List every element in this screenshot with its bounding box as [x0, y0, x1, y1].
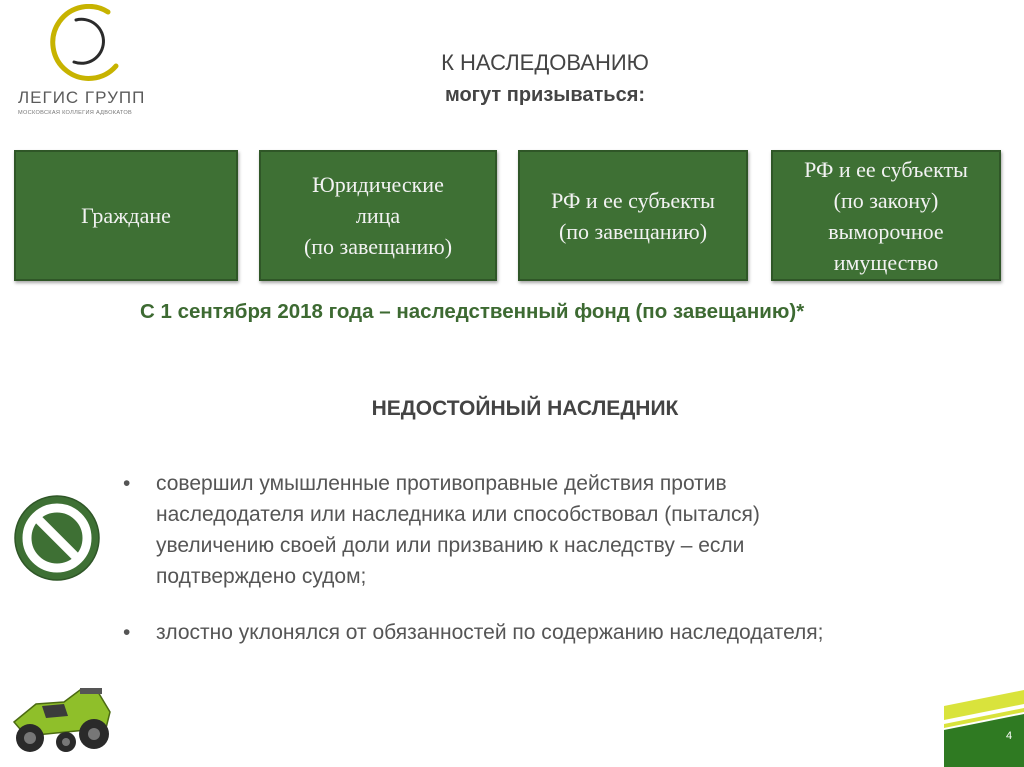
section-heading: НЕДОСТОЙНЫЙ НАСЛЕДНИК [371, 397, 679, 420]
slide-title [350, 46, 740, 112]
heir-box-citizens [14, 150, 238, 281]
inheritance-fund-note: С 1 сентября 2018 года – наследственный фонд (по завещанию)* [140, 300, 805, 323]
bullet-marker: • [123, 621, 131, 644]
heir-box-state-by-law [771, 150, 1001, 281]
slide-title-line1: К НАСЛЕДОВАНИЮ [441, 50, 649, 75]
heir-box-label: РФ и ее субъекты (по завещанию) [551, 187, 715, 244]
heir-box-state-by-will [518, 150, 748, 281]
prohibition-icon [14, 495, 100, 581]
decorative-stripes [944, 690, 1024, 767]
logo-subtitle: МОСКОВСКАЯ КОЛЛЕГИЯ АДВОКАТОВ [18, 110, 133, 116]
list-item-text: совершил умышленные противоправные действия против наследодателя или наследника или способствовал (пытался) увеличению своей доли или призванию к наследству – если подтверждено судом; [156, 472, 760, 588]
slide-title-line2: могут призываться: [444, 84, 646, 106]
heir-box-label: Юридические лица (по завещанию) [303, 172, 453, 259]
toy-car-image [6, 682, 118, 758]
bullet-marker: • [123, 472, 131, 495]
heir-box-label: РФ и ее субъекты (по закону) выморочное имущество [804, 156, 968, 275]
logo-rings-icon [46, 4, 136, 84]
logo-title: ЛЕГИС ГРУПП [18, 88, 146, 107]
unworthy-heir-list [123, 468, 1003, 648]
list-item-text: злостно уклонялся от обязанностей по содержанию наследодателя; [156, 621, 824, 644]
list-item [123, 468, 1003, 592]
heir-box-label: Граждане [81, 203, 171, 228]
company-logo [18, 4, 168, 124]
heir-box-legal-entities [259, 150, 497, 281]
page-number: 4 [1006, 730, 1013, 742]
list-item [123, 617, 1003, 648]
